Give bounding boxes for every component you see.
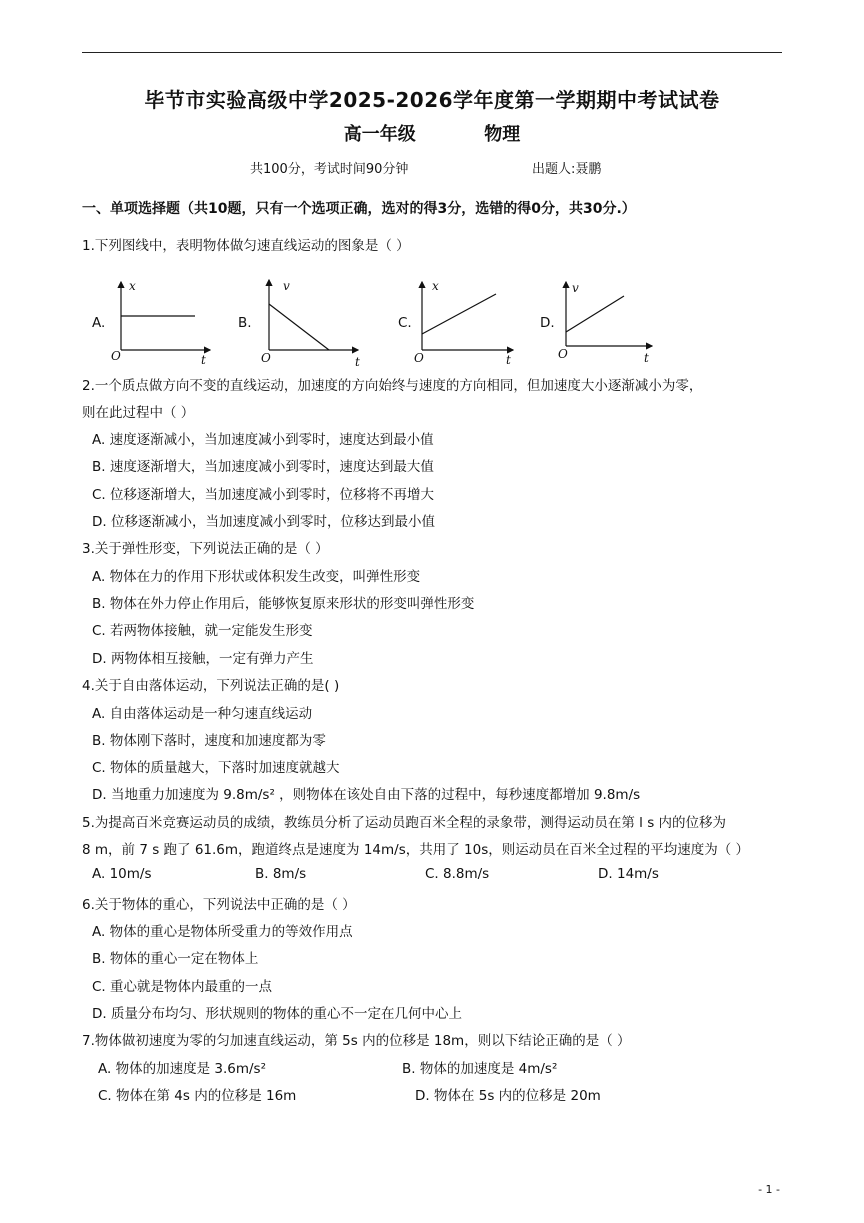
- q1-option-b-label: B.: [238, 315, 252, 331]
- q6-option-d: D. 质量分布均匀、形状规则的物体的重心不一定在几何中心上: [92, 1006, 462, 1022]
- question-4-stem: 4.关于自由落体运动，下列说法正确的是( ): [82, 678, 340, 694]
- q4-option-d: D. 当地重力加速度为 9.8m/s² ，则物体在该处自由下落的过程中，每秒速度都增加 9.8m/s: [92, 787, 641, 803]
- q5-option-b: B. 8m/s: [255, 866, 307, 882]
- question-7-stem: 7.物体做初速度为零的匀加速直线运动，第 5s 内的位移是 18m，则以下结论正确的是（ ）: [82, 1033, 631, 1049]
- q1-option-c-label: C.: [398, 315, 412, 331]
- q2-option-d: D. 位移逐渐减小，当加速度减小到零时，位移达到最小值: [92, 514, 435, 530]
- question-2-stem-line1: 2.一个质点做方向不变的直线运动，加速度的方向始终与速度的方向相同，但加速度大小逐渐减小为零，: [82, 378, 703, 394]
- q2-option-c: C. 位移逐渐增大，当加速度减小到零时，位移将不再增大: [92, 487, 435, 503]
- q6-option-a: A. 物体的重心是物体所受重力的等效作用点: [92, 924, 353, 940]
- exam-title: 毕节市实验高级中学2025-2026学年度第一学期期中考试试卷: [144, 88, 720, 112]
- q7-option-c: C. 物体在第 4s 内的位移是 16m: [98, 1088, 297, 1104]
- q1-option-d-label: D.: [540, 315, 555, 331]
- q1-graph-c-yaxis: x: [432, 279, 439, 293]
- question-3-stem: 3.关于弹性形变，下列说法正确的是（ ）: [82, 541, 329, 557]
- q1-graph-c: [408, 278, 523, 368]
- exam-info: 共100分，考试时间90分钟: [250, 162, 409, 177]
- q2-option-b: B. 速度逐渐增大，当加速度减小到零时，速度达到最大值: [92, 459, 434, 475]
- q5-option-a: A. 10m/s: [92, 866, 152, 882]
- q1-graph-a-yaxis: x: [129, 279, 136, 293]
- question-5-stem-line2: 8 m，前 7 s 跑了 61.6m，跑道终点是速度为 14m/s，共用了 10s，则运动员在百米全过程的平均速度为（ ）: [82, 842, 750, 858]
- q2-option-a: A. 速度逐渐减小，当加速度减小到零时，速度达到最小值: [92, 432, 434, 448]
- q1-graph-c-origin: O: [414, 351, 424, 365]
- question-2-stem-line2: 则在此过程中（ ）: [82, 405, 195, 421]
- q1-graph-b-line: [269, 304, 329, 350]
- q1-graph-d-yaxis: v: [572, 281, 579, 295]
- q3-option-d: D. 两物体相互接触，一定有弹力产生: [92, 651, 314, 667]
- q1-graph-c-xaxis: t: [506, 353, 511, 367]
- exam-author: 出题人:聂鹏: [532, 162, 602, 177]
- section-heading: 一、单项选择题（共10题，只有一个选项正确，选对的得3分，选错的得0分，共30分.）: [82, 201, 636, 217]
- page-number: - 1 -: [758, 1183, 780, 1196]
- q5-option-c: C. 8.8m/s: [425, 866, 490, 882]
- q3-option-a: A. 物体在力的作用下形状或体积发生改变，叫弹性形变: [92, 569, 421, 585]
- q1-graph-b-origin: O: [261, 351, 271, 365]
- q6-option-b: B. 物体的重心一定在物体上: [92, 951, 259, 967]
- question-1-stem: 1.下列图线中，表明物体做匀速直线运动的图象是（ ）: [82, 238, 410, 254]
- q1-graph-d-origin: O: [558, 347, 568, 361]
- q1-option-a-label: A.: [92, 315, 106, 331]
- q7-option-b: B. 物体的加速度是 4m/s²: [402, 1061, 558, 1077]
- q1-graph-b-yaxis: v: [283, 279, 290, 293]
- grade-label: 高一年级: [343, 124, 416, 145]
- q1-graph-a: [105, 278, 220, 368]
- q1-graph-b-xaxis: t: [355, 355, 360, 369]
- q6-option-c: C. 重心就是物体内最重的一点: [92, 979, 273, 995]
- exam-subtitle: [0, 120, 864, 146]
- question-6-stem: 6.关于物体的重心，下列说法中正确的是（ ）: [82, 897, 356, 913]
- q4-option-a: A. 自由落体运动是一种匀速直线运动: [92, 706, 313, 722]
- q1-graph-a-xaxis: t: [201, 353, 206, 367]
- q4-option-b: B. 物体刚下落时，速度和加速度都为零: [92, 733, 326, 749]
- q1-graph-b: [255, 276, 370, 368]
- header-rule: [82, 52, 782, 53]
- q7-option-d: D. 物体在 5s 内的位移是 20m: [415, 1088, 601, 1104]
- q1-graph-a-origin: O: [111, 349, 121, 363]
- q1-graph-d-line: [566, 296, 624, 332]
- q5-option-d: D. 14m/s: [598, 866, 659, 882]
- q1-graph-d: [554, 278, 669, 368]
- q3-option-b: B. 物体在外力停止作用后，能够恢复原来形状的形变叫弹性形变: [92, 596, 475, 612]
- subject-label: 物理: [484, 124, 521, 145]
- question-5-stem-line1: 5.为提高百米竞赛运动员的成绩，教练员分析了运动员跑百米全程的录象带，测得运动员在第 l s 内的位移为: [82, 815, 727, 831]
- q7-option-a: A. 物体的加速度是 3.6m/s²: [98, 1061, 266, 1077]
- q3-option-c: C. 若两物体接触，就一定能发生形变: [92, 623, 313, 639]
- q1-graph-c-line: [422, 294, 496, 334]
- q4-option-c: C. 物体的质量越大，下落时加速度就越大: [92, 760, 340, 776]
- q1-graph-d-xaxis: t: [644, 351, 649, 365]
